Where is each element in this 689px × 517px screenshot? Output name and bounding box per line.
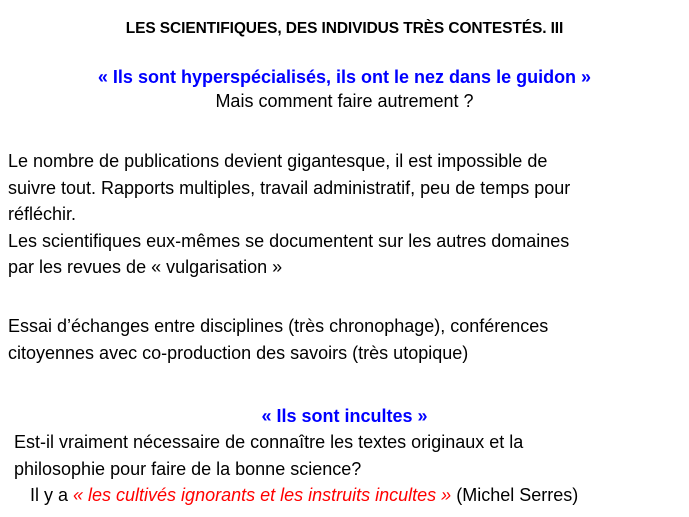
text-line: par les revues de « vulgarisation » [8, 257, 283, 277]
citation-prefix: Il y a [30, 485, 74, 505]
text-line: Les scientifiques eux-mêmes se documentent sur les autres domaines [8, 230, 570, 251]
text-line: Le nombre de publications devient gigantesque, il est impossible de [8, 151, 548, 171]
text-line: réfléchir. [8, 204, 77, 224]
quote-incultes: « Ils sont incultes » [261, 406, 428, 426]
paragraph-publications [8, 148, 683, 281]
text-line: philosophie pour faire de la bonne science? [14, 458, 362, 479]
citation-author: (Michel Serres) [451, 485, 579, 505]
paragraph-philosophie [14, 429, 684, 482]
text-line: suivre tout. Rapports multiples, travail administratif, peu de temps pour [8, 177, 571, 198]
serres-citation [30, 485, 689, 506]
subtitle-question: Mais comment faire autrement ? [215, 91, 474, 111]
text-line: Essai d’échanges entre disciplines (très chronophage), conférences [8, 316, 549, 336]
text-line: Est-il vraiment nécessaire de connaître les textes originaux et la [14, 432, 524, 452]
paragraph-echanges [8, 313, 683, 366]
text-line: citoyennes avec co-production des savoirs (très utopique) [8, 342, 469, 363]
quote-hyperspecialises: « Ils sont hyperspécialisés, ils ont le nez dans le guidon » [97, 67, 592, 87]
citation-quote: « les cultivés ignorants et les instruits incultes » [73, 485, 452, 505]
slide-title: LES SCIENTIFIQUES, DES INDIVIDUS TRÈS CONTESTÉS. III [125, 20, 564, 37]
